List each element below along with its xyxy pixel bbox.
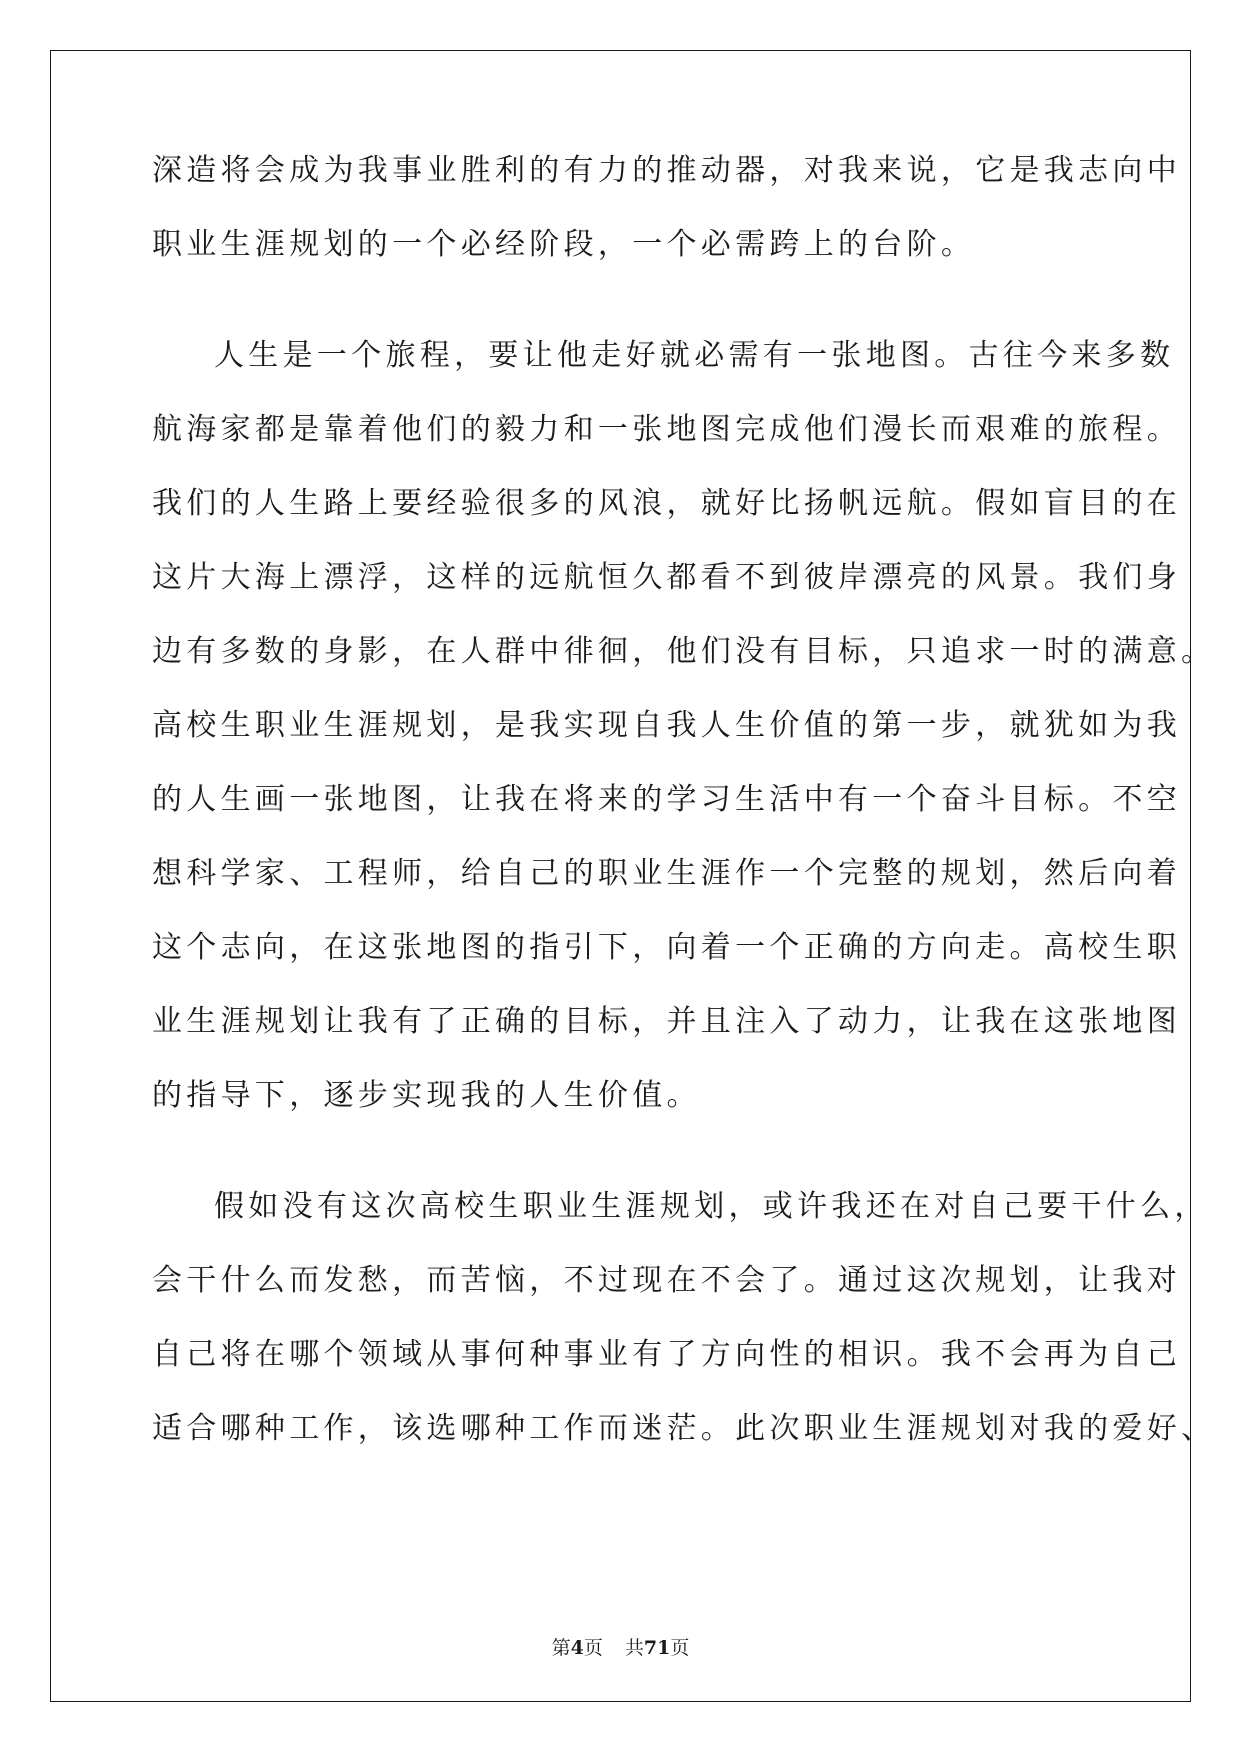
page-prefix: 第 <box>551 1637 571 1659</box>
body-line: 深造将会成为我事业胜利的有力的推动器，对我来说，它是我志向中 <box>152 153 1181 188</box>
paragraph-start-line: 人生是一个旅程，要让他走好就必需有一张地图。古往今来多数 <box>214 338 1175 373</box>
total-prefix: 共 <box>624 1637 644 1659</box>
body-line: 的指导下，逐步实现我的人生价值。 <box>152 1078 701 1113</box>
body-line: 这个志向，在这张地图的指引下，向着一个正确的方向走。高校生职 <box>152 930 1181 965</box>
body-line: 航海家都是靠着他们的毅力和一张地图完成他们漫长而艰难的旅程。 <box>152 412 1181 447</box>
body-line: 会干什么而发愁，而苦恼，不过现在不会了。通过这次规划，让我对 <box>152 1263 1181 1298</box>
body-line: 适合哪种工作，该选哪种工作而迷茫。此次职业生涯规划对我的爱好、 <box>152 1411 1216 1446</box>
page-number: 4 <box>570 1637 584 1659</box>
body-line: 职业生涯规划的一个必经阶段，一个必需跨上的台阶。 <box>152 227 976 262</box>
body-line: 的人生画一张地图，让我在将来的学习生活中有一个奋斗目标。不空 <box>152 782 1181 817</box>
body-line: 业生涯规划让我有了正确的目标，并且注入了动力，让我在这张地图 <box>152 1004 1181 1039</box>
body-line: 想科学家、工程师，给自己的职业生涯作一个完整的规划，然后向着 <box>152 856 1181 891</box>
paragraph-start-line: 假如没有这次高校生职业生涯规划，或许我还在对自己要干什么， <box>214 1189 1209 1224</box>
body-line: 自己将在哪个领域从事何种事业有了方向性的相识。我不会再为自己 <box>152 1337 1181 1372</box>
page-suffix: 页 <box>583 1637 603 1659</box>
body-line: 这片大海上漂浮，这样的远航恒久都看不到彼岸漂亮的风景。我们身 <box>152 560 1181 595</box>
body-line: 我们的人生路上要经验很多的风浪，就好比扬帆远航。假如盲目的在 <box>152 486 1181 521</box>
page-footer <box>0 1633 1241 1660</box>
body-line: 高校生职业生涯规划，是我实现自我人生价值的第一步，就犹如为我 <box>152 708 1181 743</box>
total-suffix: 页 <box>670 1637 690 1659</box>
total-pages: 71 <box>643 1637 671 1659</box>
body-line: 边有多数的身影，在人群中徘徊，他们没有目标，只追求一时的满意。 <box>152 634 1216 669</box>
